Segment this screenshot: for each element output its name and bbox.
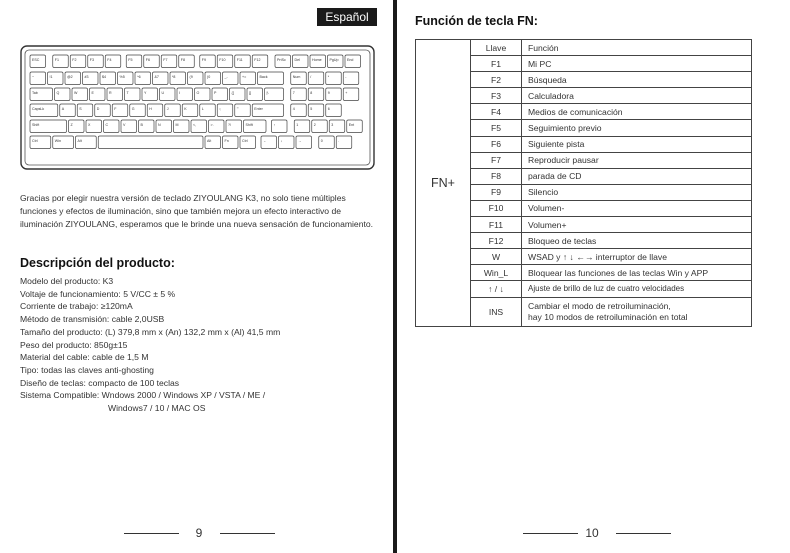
keyboard-key-legend: X: [88, 123, 91, 127]
function-cell: Reproducir pausar: [522, 152, 752, 168]
keyboard-key-legend: Shift: [32, 123, 40, 127]
key-cell: Win_L: [471, 265, 522, 281]
keyboard-key-legend: :;: [219, 107, 222, 111]
keyboard-key-legend: Win: [54, 139, 61, 143]
keyboard-key-legend: 6: [327, 107, 330, 111]
keyboard-key-legend: V: [123, 123, 126, 127]
key-cell: F9: [471, 184, 522, 200]
keyboard-key-legend: E: [91, 91, 94, 95]
keyboard-key-legend: →: [298, 139, 302, 143]
keyboard-illustration: [20, 45, 375, 170]
keyboard-key-legend: F1: [54, 58, 59, 62]
keyboard-key-legend: F7: [163, 58, 168, 62]
key-cell: F3: [471, 88, 522, 104]
keyboard-key-legend: ~: [32, 75, 35, 79]
keyboard-key-legend: T: [126, 91, 129, 95]
keyboard-key-legend: C: [105, 123, 109, 127]
keyboard-key-legend: 5: [310, 107, 313, 111]
function-cell: parada de CD: [522, 168, 752, 184]
keyboard-key-legend: P: [214, 91, 217, 95]
spec-line: Modelo del producto: K3: [20, 276, 114, 286]
spec-line: Tamaño del producto: (L) 379,8 mm x (An) 132,2 mm x (Al) 41,5 mm: [20, 326, 281, 337]
table-header-row: [416, 40, 752, 56]
keyboard-key-legend: /: [310, 75, 312, 79]
function-line: Cambiar el modo de retroiluminación,: [528, 300, 671, 311]
keyboard-key-legend: Z: [70, 123, 73, 127]
spec-line: Tipo: todas las claves anti-ghosting: [20, 364, 154, 375]
keyboard-key-legend: Del: [294, 58, 300, 62]
keyboard-key-legend: F4: [107, 58, 112, 62]
keyboard-key-legend: }]: [249, 91, 252, 95]
keyboard-key-legend: Fn: [224, 139, 229, 143]
keyboard-key-legend: 0: [320, 139, 323, 143]
spec-line: Material del cable: cable de 1,5 M: [20, 352, 149, 363]
right-page: [397, 0, 790, 553]
keyboard-key-legend: H: [149, 107, 152, 111]
key-cell: F4: [471, 104, 522, 120]
keyboard-key-legend: 3: [331, 123, 334, 127]
keyboard-key-legend: ESC: [32, 58, 40, 62]
keyboard-key-legend: 7: [292, 91, 295, 95]
function-cell: Volumen-: [522, 200, 752, 216]
key-cell: F2: [471, 72, 522, 88]
language-tab: Español: [317, 8, 377, 26]
keyboard-key-legend: 2: [313, 123, 316, 127]
header-function: Función: [522, 40, 752, 56]
spec-continuation: Windows7 / 10 / MAC OS: [108, 403, 206, 414]
function-cell: Siguiente pista: [522, 136, 752, 152]
fn-key-table: [415, 39, 752, 327]
keyboard-key-legend: F10: [219, 58, 226, 62]
keyboard-key-legend: _-: [224, 75, 228, 79]
function-cell: Volumen+: [522, 217, 752, 233]
function-cell: Silencio: [522, 184, 752, 200]
keyboard-key-legend: |\: [266, 91, 269, 95]
keyboard-key-legend: <,: [193, 123, 197, 127]
keyboard-key-legend: CapsLk: [32, 107, 45, 111]
key-cell: F5: [471, 120, 522, 136]
keyboard-key-legend: 4: [292, 107, 295, 111]
keyboard-key-legend: {[: [231, 91, 234, 95]
keyboard-key-legend: A: [61, 107, 65, 111]
specs-list: [20, 275, 380, 415]
keyboard-key-legend: +: [345, 91, 348, 95]
keyboard-key-legend: &7: [154, 75, 159, 79]
keyboard-key-legend: 8: [310, 91, 313, 95]
keyboard-key-legend: F5: [128, 58, 133, 62]
keyboard-key-legend: Num: [292, 75, 301, 79]
keyboard-key-legend: PrtSc: [277, 58, 286, 62]
keyboard-key-legend: #3: [84, 75, 89, 79]
function-cell: WSAD y ↑ ↓ ←→ interruptor de llave: [522, 249, 752, 265]
keyboard-key-legend: ↓: [280, 139, 283, 143]
keyboard-key-legend: *8: [172, 75, 176, 79]
keyboard-key-legend: L: [201, 107, 204, 111]
keyboard-key-legend: $4: [102, 75, 106, 79]
keyboard-key-legend: B: [140, 123, 143, 127]
description-title: Descripción del producto:: [20, 256, 175, 270]
key-cell: INS: [471, 297, 522, 326]
page-number: 9: [195, 526, 203, 540]
keyboard-key: [98, 136, 203, 149]
function-cell: Ajuste de brillo de luz de cuatro velocidades: [522, 281, 752, 297]
function-cell: Calculadora: [522, 88, 752, 104]
keyboard-key-legend: Tab: [32, 91, 38, 95]
keyboard-key-legend: Home: [312, 58, 322, 62]
keyboard-key-legend: G: [131, 107, 135, 111]
keyboard-key-legend: )0: [207, 75, 211, 79]
keyboard-key-legend: Ctrl: [32, 139, 38, 143]
function-cell: [522, 297, 752, 326]
key-cell: W: [471, 249, 522, 265]
left-page: [0, 0, 393, 553]
function-line: hay 10 modos de retroiluminación en total: [528, 311, 688, 322]
keyboard-diagram: [20, 45, 375, 170]
keyboard-key-legend: *: [327, 75, 330, 79]
spec-line: Sistema Compatible: Wndows 2000 / Windows XP / VSTA / ME /: [20, 390, 266, 401]
keyboard-key-legend: F6: [145, 58, 150, 62]
key-cell: F12: [471, 233, 522, 249]
keyboard-key-legend: ↑: [273, 123, 276, 127]
function-cell: Seguimiento previo: [522, 120, 752, 136]
keyboard-key-legend: W: [74, 91, 78, 95]
keyboard-key-legend: D: [96, 107, 100, 111]
keyboard-key-legend: Shift: [245, 123, 253, 127]
keyboard-key-legend: (9: [189, 75, 193, 79]
function-cell: Medios de comunicación: [522, 104, 752, 120]
keyboard-key-legend: J: [166, 107, 169, 111]
keyboard-key-legend: @2: [67, 75, 73, 79]
page-number: 10: [585, 526, 599, 540]
keyboard-key-legend: ^6: [137, 75, 141, 79]
keyboard-key-legend: Ent: [348, 123, 355, 127]
key-cell: ↑ / ↓: [471, 281, 522, 297]
keyboard-key-legend: -: [345, 75, 347, 79]
key-cell: F7: [471, 152, 522, 168]
keyboard-key-legend: >.: [210, 123, 214, 127]
keyboard-key-legend: F: [114, 107, 117, 111]
keyboard-key-legend: ←: [263, 139, 267, 143]
keyboard-key-legend: +=: [242, 75, 247, 79]
keyboard-key-legend: F8: [180, 58, 185, 62]
keyboard-key-legend: .: [338, 139, 340, 143]
key-cell: F10: [471, 200, 522, 216]
spec-line: Peso del producto: 850g±15: [20, 339, 128, 350]
keyboard-key-legend: Alt: [77, 139, 82, 143]
footer-rule: [616, 533, 671, 534]
spec-line: Corriente de trabajo: ≥120mA: [20, 301, 133, 312]
keyboard-key-legend: ?/: [228, 123, 231, 127]
function-cell: Bloquear las funciones de las teclas Win y APP: [522, 265, 752, 281]
fn-section-title: Función de tecla FN:: [415, 14, 538, 28]
function-cell: Bloqueo de teclas: [522, 233, 752, 249]
keyboard-key-legend: F12: [254, 58, 261, 62]
keyboard-key-legend: Back: [259, 75, 268, 79]
footer-rule: [523, 533, 578, 534]
keyboard-key-legend: F2: [72, 58, 77, 62]
key-cell: F11: [471, 217, 522, 233]
keyboard-key-legend: Alt: [207, 139, 212, 143]
fn-modifier-cell: FN+: [416, 40, 471, 327]
keyboard-key-legend: Enter: [254, 107, 263, 111]
keyboard-key-legend: Ctrl: [242, 139, 248, 143]
keyboard-key-legend: PgUp: [329, 58, 339, 62]
spec-line: Diseño de teclas: compacto de 100 teclas: [20, 377, 180, 388]
keyboard-key-legend: "': [236, 107, 239, 111]
footer-rule: [220, 533, 275, 534]
keyboard-key-legend: %5: [119, 75, 125, 79]
keyboard-key-legend: F11: [236, 58, 243, 62]
keyboard-key-legend: N: [158, 123, 161, 127]
keyboard-key-legend: R: [109, 91, 112, 95]
function-cell: Mi PC: [522, 56, 752, 72]
keyboard-key-legend: End: [347, 58, 354, 62]
key-cell: F8: [471, 168, 522, 184]
keyboard-key-legend: Q: [56, 91, 60, 95]
key-cell: F6: [471, 136, 522, 152]
function-cell: Búsqueda: [522, 72, 752, 88]
keyboard-key-legend: F9: [201, 58, 206, 62]
header-key: Llave: [471, 40, 522, 56]
keyboard-key-legend: U: [161, 91, 165, 95]
footer-rule: [124, 533, 179, 534]
keyboard-key-legend: 1: [296, 123, 299, 127]
spec-line: Método de transmisión: cable 2,0USB: [20, 314, 165, 325]
keyboard-key-legend: I: [179, 91, 180, 95]
spec-line: Voltaje de funcionamiento: 5 V/CC ± 5 %: [20, 288, 176, 299]
keyboard-key-legend: O: [196, 91, 200, 95]
keyboard-key-legend: 9: [327, 91, 330, 95]
keyboard-key-legend: F3: [89, 58, 94, 62]
intro-paragraph: Gracias por elegir nuestra versión de teclado ZIYOULANG K3, no solo tiene múltiples funciones y efectos de iluminación, sino que también mejora un efecto interactivo de iluminación ZIYOULANG, esperamos que le brinde una nueva sensación de funcionamiento.: [20, 193, 374, 229]
key-cell: F1: [471, 56, 522, 72]
keyboard-key-legend: S: [79, 107, 82, 111]
keyboard-key-legend: !1: [49, 75, 53, 79]
keyboard-key-legend: K: [184, 107, 187, 111]
keyboard-key-legend: Y: [144, 91, 147, 95]
keyboard-key-legend: M: [175, 123, 179, 127]
